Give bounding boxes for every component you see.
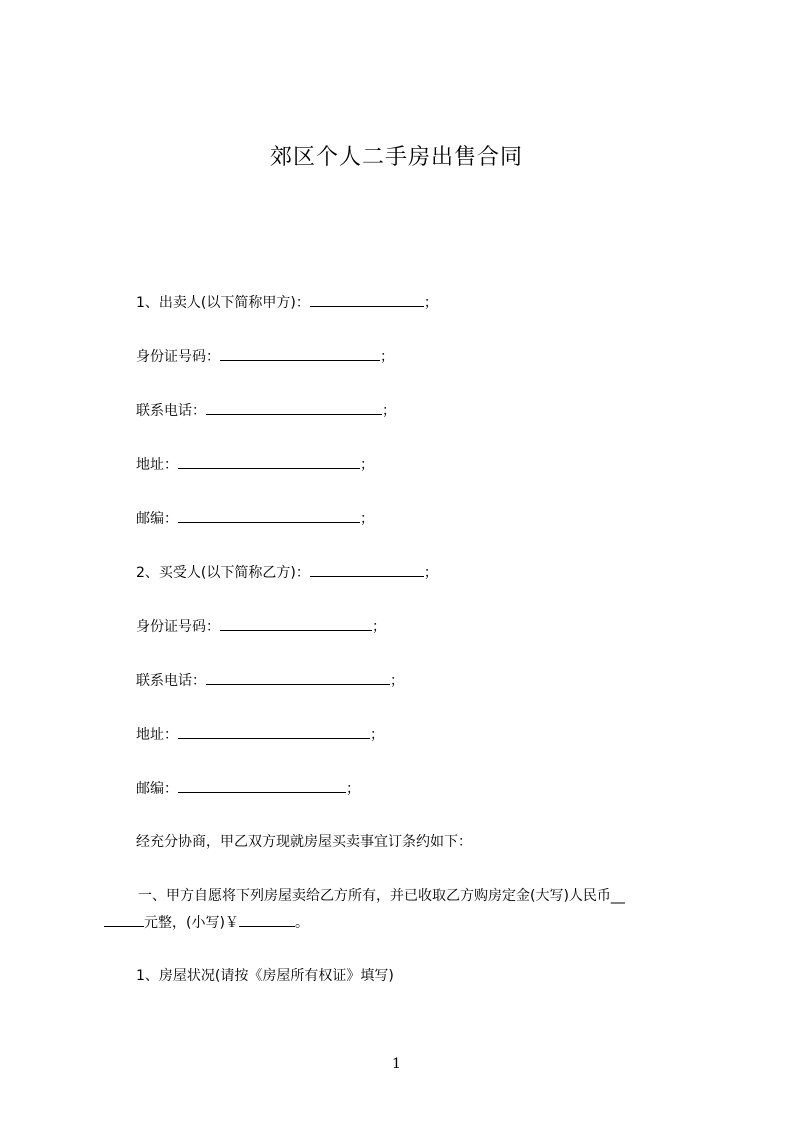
seller-name-line [136, 292, 438, 313]
buyer-postcode-blank[interactable] [178, 778, 346, 793]
page-title: 郊区个人二手房出售合同 [269, 145, 523, 170]
buyer-postcode-label: 邮编： [136, 781, 178, 797]
clause-1-text: 元整，(小写)￥ [144, 915, 239, 931]
seller-address-blank[interactable] [178, 454, 360, 469]
buyer-phone-label: 联系电话： [136, 673, 206, 689]
end-mark: ； [390, 673, 404, 689]
seller-postcode-label: 邮编： [136, 511, 178, 527]
buyer-phone-line [136, 670, 404, 691]
seller-id-label: 身份证号码： [136, 349, 220, 365]
buyer-address-label: 地址： [136, 727, 178, 743]
seller-phone-line [136, 400, 396, 421]
end-mark: ； [346, 781, 360, 797]
buyer-postcode-line [136, 778, 360, 799]
end-mark: ； [382, 403, 396, 419]
end-mark: ； [380, 349, 394, 365]
end-mark: ； [372, 619, 386, 635]
seller-phone-blank[interactable] [206, 400, 382, 415]
clause-1-end: 。 [294, 915, 309, 931]
clause-1-line-1: 一、甲方自愿将下列房屋卖给乙方所有，并已收取乙方购房定金(大写)人民币__ [138, 888, 625, 904]
deposit-amount-blank[interactable] [239, 912, 295, 927]
seller-label: 1、出卖人(以下简称甲方)： [136, 295, 310, 311]
seller-id-blank[interactable] [220, 346, 380, 361]
buyer-name-line [136, 562, 438, 583]
seller-name-blank[interactable] [310, 292, 424, 307]
buyer-id-label: 身份证号码： [136, 619, 220, 635]
end-mark: ； [423, 565, 438, 581]
end-mark: ； [360, 511, 374, 527]
buyer-id-blank[interactable] [220, 616, 372, 631]
buyer-name-blank[interactable] [310, 562, 424, 577]
seller-postcode-blank[interactable] [178, 508, 360, 523]
seller-address-line [136, 454, 374, 475]
seller-id-line [136, 346, 394, 367]
seller-phone-label: 联系电话： [136, 403, 206, 419]
end-mark: ； [370, 727, 384, 743]
page-number: 1 [392, 1056, 401, 1072]
buyer-phone-blank[interactable] [206, 670, 390, 685]
end-mark: ； [423, 295, 438, 311]
buyer-label: 2、买受人(以下简称乙方)： [136, 565, 310, 581]
buyer-address-blank[interactable] [178, 724, 370, 739]
seller-address-label: 地址： [136, 457, 178, 473]
end-mark: ； [360, 457, 374, 473]
house-status-heading: 1、房屋状况(请按《房屋所有权证》填写) [136, 968, 394, 984]
buyer-id-line [136, 616, 386, 637]
deposit-blank-continued[interactable] [104, 912, 144, 927]
clause-1-line-2 [104, 912, 309, 933]
intro-paragraph: 经充分协商，甲乙双方现就房屋买卖事宜订条约如下： [136, 834, 472, 850]
seller-postcode-line [136, 508, 374, 529]
buyer-address-line [136, 724, 384, 745]
